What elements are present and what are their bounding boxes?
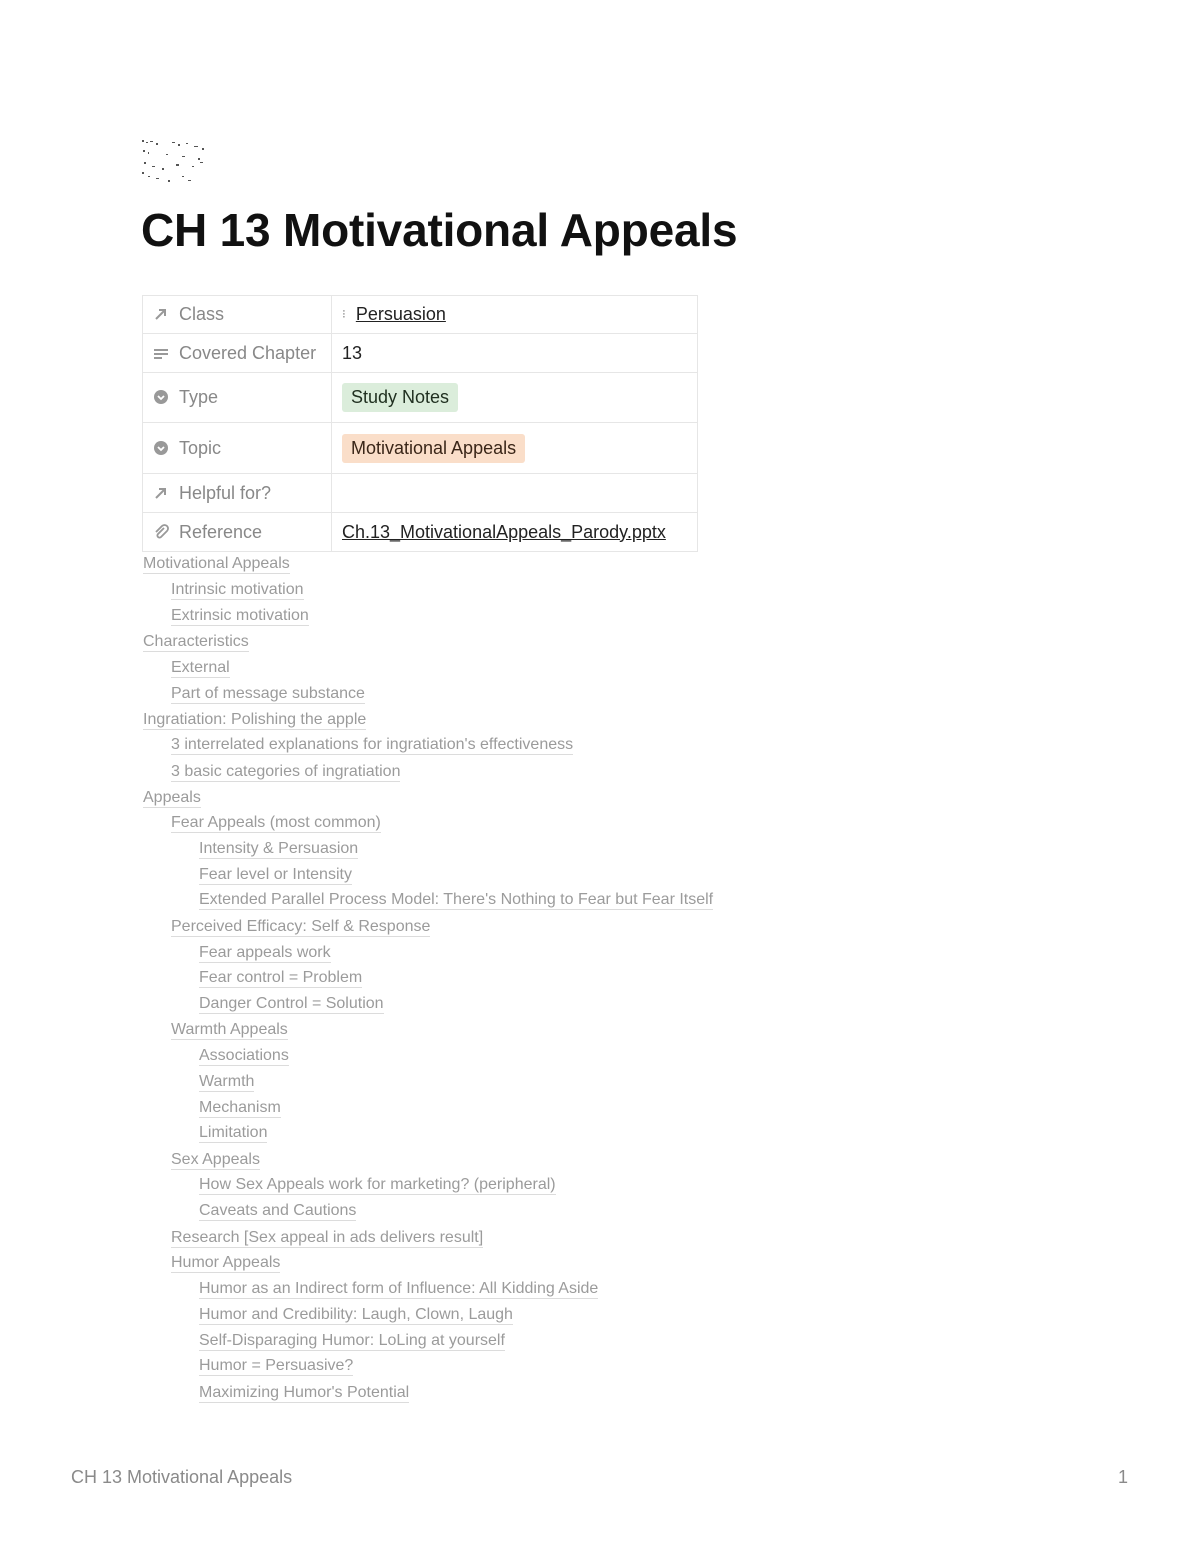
toc-item-label: Maximizing Humor's Potential (199, 1384, 410, 1401)
toc-item[interactable] (199, 1202, 356, 1220)
property-value[interactable] (332, 474, 698, 513)
toc-item-label: Fear Appeals (most common) (171, 814, 381, 831)
page-title: CH 13 Motivational Appeals (141, 204, 738, 256)
property-key-label: Type (179, 387, 219, 407)
toc-item[interactable] (171, 1151, 260, 1169)
toc-item-label: Self-Disparaging Humor: LoLing at yourself (199, 1332, 505, 1349)
toc-item-label: Intrinsic motivation (171, 581, 304, 598)
toc-item-label: Warmth Appeals (171, 1021, 288, 1038)
toc-item[interactable] (199, 1124, 267, 1142)
toc-item[interactable] (199, 1099, 281, 1117)
property-key-label: Reference (179, 521, 263, 542)
toc-item-label: Part of message substance (171, 685, 365, 702)
toc-item-label: Perceived Efficacy: Self & Response (171, 918, 431, 935)
toc-item[interactable] (171, 1229, 483, 1247)
property-key-label: Class (179, 304, 225, 324)
relation-arrow-icon (153, 306, 169, 322)
toc-item-label: Mechanism (199, 1099, 281, 1116)
property-key-label: Helpful for? (179, 482, 272, 503)
toc-item[interactable] (199, 944, 331, 962)
toc-item-label: Humor and Credibility: Laugh, Clown, Laugh (199, 1306, 513, 1323)
property-key (143, 423, 332, 474)
properties-table (142, 295, 698, 552)
toc-item[interactable] (199, 840, 358, 858)
toc-item-label: Intensity & Persuasion (199, 840, 359, 857)
covered-chapter-value: 13 (342, 342, 363, 363)
paperclip-icon (153, 524, 169, 540)
toc-item-label: 3 basic categories of ingratiation (171, 763, 401, 780)
toc-item[interactable] (199, 1073, 254, 1091)
page-number: 1 (1117, 1467, 1128, 1487)
property-value[interactable] (332, 423, 698, 474)
toc-item-label: Limitation (199, 1124, 268, 1141)
toc-item-label: Extrinsic motivation (171, 607, 309, 624)
toc-item[interactable] (199, 1176, 556, 1194)
toc-item-label: Caveats and Cautions (199, 1202, 357, 1219)
toc-item-label: External (171, 659, 230, 676)
toc-item-label: Extended Parallel Process Model: There's Nothing to Fear but Fear Itself (199, 891, 714, 908)
toc-item-label: How Sex Appeals work for marketing? (peripheral) (199, 1176, 556, 1193)
toc-item-label: Warmth (199, 1073, 255, 1090)
toc-item[interactable] (199, 1384, 409, 1402)
property-row-helpful-for (143, 474, 698, 513)
toc-item-label: Associations (199, 1047, 289, 1064)
toc-item-label: Fear appeals work (199, 944, 331, 961)
toc-item[interactable] (143, 711, 366, 729)
toc-item[interactable] (199, 1047, 289, 1065)
property-row-covered-chapter (143, 334, 698, 373)
toc-item[interactable] (171, 607, 309, 625)
reference-file-link[interactable]: Ch.13_MotivationalAppeals_Parody.pptx (342, 521, 666, 542)
toc-item[interactable] (171, 814, 381, 832)
property-value[interactable] (332, 334, 698, 373)
footer-title: CH 13 Motivational Appeals (71, 1467, 293, 1487)
toc-item[interactable] (143, 633, 249, 651)
property-key (143, 373, 332, 423)
property-key (143, 474, 332, 513)
toc-item-label: 3 interrelated explanations for ingratiation's effectiveness (171, 736, 574, 753)
toc-item[interactable] (199, 866, 352, 884)
property-key (143, 334, 332, 373)
toc-item[interactable] (171, 763, 400, 781)
toc-item-label: Characteristics (143, 633, 249, 650)
toc-item[interactable] (199, 1306, 513, 1324)
property-row-class (143, 296, 698, 334)
toc-item[interactable] (143, 555, 290, 573)
text-lines-icon (153, 345, 169, 361)
relation-arrow-icon (153, 485, 169, 501)
property-row-reference (143, 513, 698, 552)
topic-tag[interactable]: Motivational Appeals (342, 434, 525, 463)
page-icon (142, 140, 210, 184)
toc-item[interactable] (171, 918, 430, 936)
toc-item-label: Humor Appeals (171, 1254, 281, 1271)
property-key (143, 296, 332, 334)
toc-item[interactable] (171, 581, 304, 599)
toc-item[interactable] (171, 736, 573, 754)
toc-item-label: Danger Control = Solution (199, 995, 384, 1012)
toc-item[interactable] (199, 995, 384, 1013)
toc-item[interactable] (199, 891, 713, 909)
toc-item[interactable] (199, 1280, 598, 1298)
property-value[interactable] (332, 513, 698, 552)
property-value[interactable] (332, 373, 698, 423)
toc-item[interactable] (199, 969, 362, 987)
toc-item-label: Motivational Appeals (143, 555, 290, 572)
toc-item[interactable] (199, 1332, 505, 1350)
toc-item[interactable] (171, 685, 365, 703)
property-key-label: Topic (179, 437, 222, 458)
property-value[interactable] (332, 296, 698, 334)
toc-item[interactable] (171, 659, 230, 677)
page-link-icon: ⁝ (342, 307, 346, 321)
toc-item-label: Research [Sex appeal in ads delivers result] (171, 1229, 484, 1246)
property-key (143, 513, 332, 552)
toc-item-label: Appeals (143, 789, 201, 806)
toc-item-label: Fear level or Intensity (199, 866, 352, 883)
toc-item-label: Sex Appeals (171, 1151, 260, 1168)
toc-item[interactable] (143, 789, 201, 807)
property-key-label: Covered Chapter (179, 342, 317, 363)
toc-item[interactable] (199, 1357, 353, 1375)
property-row-type (143, 373, 698, 423)
select-icon (153, 440, 169, 456)
type-tag[interactable]: Study Notes (342, 383, 458, 412)
toc-item-label: Ingratiation: Polishing the apple (143, 711, 367, 728)
property-row-topic (143, 423, 698, 474)
toc-item[interactable] (171, 1254, 280, 1272)
select-icon (153, 389, 169, 405)
toc-item[interactable] (171, 1021, 288, 1039)
toc-item-label: Humor as an Indirect form of Influence: All Kidding Aside (199, 1280, 599, 1297)
class-link[interactable]: Persuasion (355, 304, 446, 324)
toc-item-label: Humor = Persuasive? (199, 1357, 354, 1374)
toc-item-label: Fear control = Problem (199, 969, 363, 986)
